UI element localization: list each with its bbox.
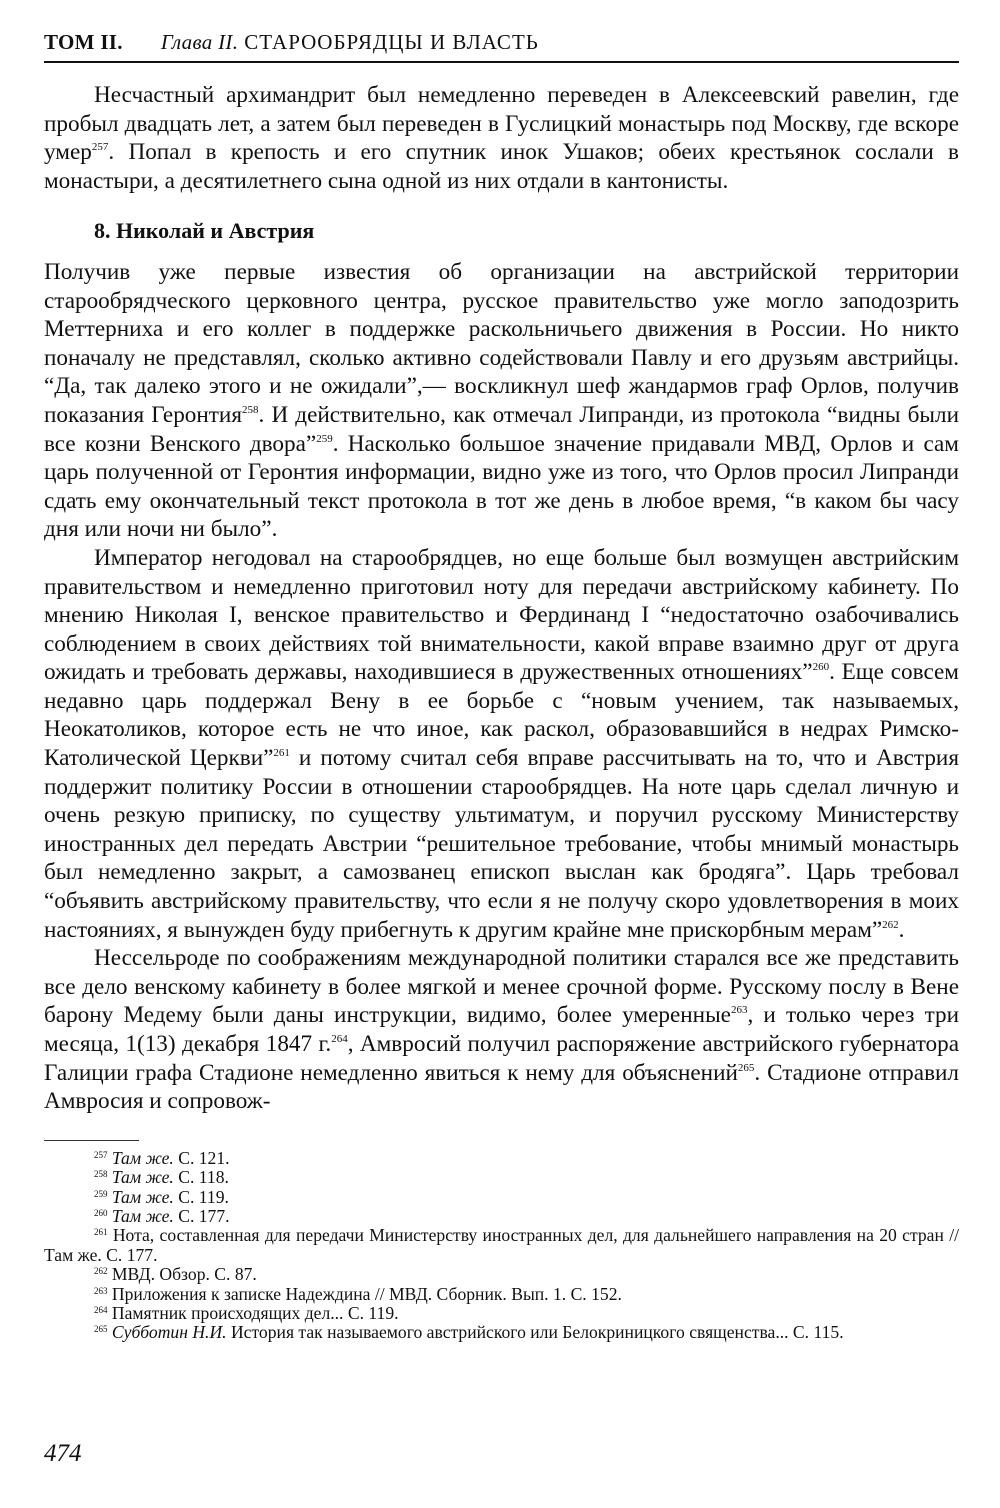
book-page xyxy=(44,30,959,1343)
text-run: . Попал в крепость и его спутник инок Ушаков; обеих крестьянок сослали в монастыри, а десятилетнего сына одной из них отдали в кантонисты. xyxy=(44,139,959,194)
footnote-number: 258 xyxy=(94,1169,108,1180)
paragraph-3 xyxy=(44,944,959,1116)
footnote xyxy=(44,1207,959,1226)
text-run: , и только через три месяца, 1(13) декабря 1847 г. xyxy=(44,1002,959,1057)
paragraph-2 xyxy=(44,544,959,944)
footnote-number: 260 xyxy=(94,1208,108,1218)
footnote xyxy=(44,1323,959,1342)
running-header xyxy=(44,30,959,63)
footnote xyxy=(44,1285,959,1304)
page-number: 474 xyxy=(44,1440,82,1467)
footnote-text: Памятник происходящих дел... С. 119. xyxy=(107,1303,399,1324)
text-run: . Насколько большое значение придавали МВД, Орлов и сам царь полученной от Геронтия информации, видно уже из того, что Орлов просил Липранди сдать ему окончательный текст протокола в тот же день в любое время, “в каком бы часу дня или ночи ни было”. xyxy=(44,430,959,543)
footnote xyxy=(44,1188,959,1207)
footnote xyxy=(44,1304,959,1323)
footnote-text: Нота, составленная для передачи Министерству иностранных дел, для дальнейшего направления на 20 стран // Там же. С. 177. xyxy=(44,1225,959,1265)
text-run: . Еще совсем недавно царь поддержал Вену в ее борьбе с “новым учением, так называемых, Неокатоликов, которое есть не что иное, как раскол, образовавшийся в недрах Римско-Католической Церкви” xyxy=(44,659,959,772)
paragraph-intro xyxy=(44,81,959,195)
footnote-ref: 265 xyxy=(737,1061,755,1074)
footnote-italic: Там же. xyxy=(111,1147,174,1168)
footnotes xyxy=(44,1149,959,1343)
text-run: Получив уже первые известия об организации на австрийской территории старообрядческого церковного центра, русское правительство уже могло заподозрить Меттерниха и его коллег в поддержке раскольничьего движения в России. Но никто поначалу не представлял, сколько активно содействовали Павлу и его друзьям австрийцы. “Да, так далеко этого и не ожидали”,— воскликнул шеф жандармов граф Орлов, получив показания Геронтия xyxy=(44,258,959,428)
footnote-ref: 261 xyxy=(273,747,290,760)
section-heading: 8. Николай и Австрия xyxy=(94,218,315,244)
text-run: Несчастный архимандрит был немедленно переведен в Алексеевский равелин, где пробыл двадцать лет, а затем был переведен в Гуслицкий монастырь под Москву, где вскоре умер xyxy=(44,82,959,166)
volume-label: ТОМ II. xyxy=(44,30,123,54)
footnote-italic: Там же. xyxy=(111,1206,174,1226)
footnote-number: 263 xyxy=(94,1285,108,1296)
text-run: . И действительно, как отмечал Липранди, из протокола “видны были все козни Венского двора” xyxy=(44,401,959,457)
footnote-number: 259 xyxy=(94,1188,108,1199)
text-run: Император негодовал на старообрядцев, но еще больше был возмущен австрийским правительством и немедленно приготовил ноту для передачи австрийскому кабинету. По мнению Николая I, венское правительство и Фердинанд I “недостаточно озабочивались соблюдением в своих действиях той внимательности, какой вправе взаимно друг от друга ожидать и требовать державы, находившиеся в дружественных отношениях” xyxy=(44,544,959,686)
footnote xyxy=(44,1265,959,1284)
footnote-ref: 260 xyxy=(812,661,830,674)
footnote-ref: 258 xyxy=(242,403,259,416)
footnote-number: 265 xyxy=(94,1324,108,1335)
footnote-ref: 264 xyxy=(331,1033,348,1045)
text-run: и потому считал себя вправе рассчитывать на то, что и Австрия поддержит политику России в отношении старообрядцев. На ноте царь сделал личную и очень резкую приписку, по существу ультиматум, и поручил русскому Министерству иностранных дел передать Австрии “решительное требование, чтобы мнимый монастырь был немедленно закрыт, а самозванец епископ выслан как бродяга”. Царь требовал “объявить австрийскому правительству, что если я не получу скоро удовлетворения в моих настояниях, я вынужден буду прибегнуть к другим крайне мне прискорбным мерам” xyxy=(44,745,959,943)
text-run: . xyxy=(898,916,905,943)
footnote-text: Приложения к записке Надеждина // МВД. Сборник. Вып. 1. С. 152. xyxy=(107,1283,622,1304)
footnote-number: 262 xyxy=(94,1266,108,1277)
main-text xyxy=(44,81,959,1116)
footnote-text: МВД. Обзор. С. 87. xyxy=(107,1264,257,1285)
footnote-text: С. 121. xyxy=(173,1147,230,1168)
footnote-italic: Там же. xyxy=(111,1186,174,1207)
text-run: Нессельроде по соображениям международной политики старался все же представить все дело венскому кабинету в более мягкой и менее срочной форме. Русскому послу в Вене барону Медему были даны инструкции, видимо, более умеренные xyxy=(44,945,959,1029)
footnote xyxy=(44,1226,959,1265)
chapter-prefix: Глава II. xyxy=(160,30,239,54)
footnote-text: С. 119. xyxy=(173,1186,229,1207)
footnote xyxy=(44,1149,959,1168)
footnote-number: 257 xyxy=(94,1149,108,1160)
footnote-text: История так называемого австрийского или Белокриницкого священства... С. 115. xyxy=(226,1322,844,1343)
footnote xyxy=(44,1168,959,1187)
footnote-text: С. 118. xyxy=(173,1167,229,1188)
footnote-italic: Субботин Н.И. xyxy=(111,1322,227,1343)
text-run: , Амвросий получил распоряжение австрийского губернатора Галиции графа Стадионе немедленно явиться к нему для объяснений xyxy=(44,1031,960,1086)
footnote-ref: 259 xyxy=(316,432,333,445)
footnote-number: 261 xyxy=(94,1227,108,1238)
footnote-ref: 263 xyxy=(730,1004,748,1017)
footnote-ref: 257 xyxy=(91,141,109,154)
footnote-ref: 262 xyxy=(882,918,899,931)
footnote-text: С. 177. xyxy=(173,1206,230,1226)
footnote-italic: Там же. xyxy=(111,1167,174,1188)
paragraph-1 xyxy=(44,258,959,544)
footnote-divider xyxy=(44,1140,139,1141)
footnote-number: 264 xyxy=(94,1305,108,1316)
chapter-title: СТАРООБРЯДЦЫ И ВЛАСТЬ xyxy=(244,30,539,54)
text-run: . Стадионе отправил Амвросия и сопровож- xyxy=(44,1059,960,1115)
